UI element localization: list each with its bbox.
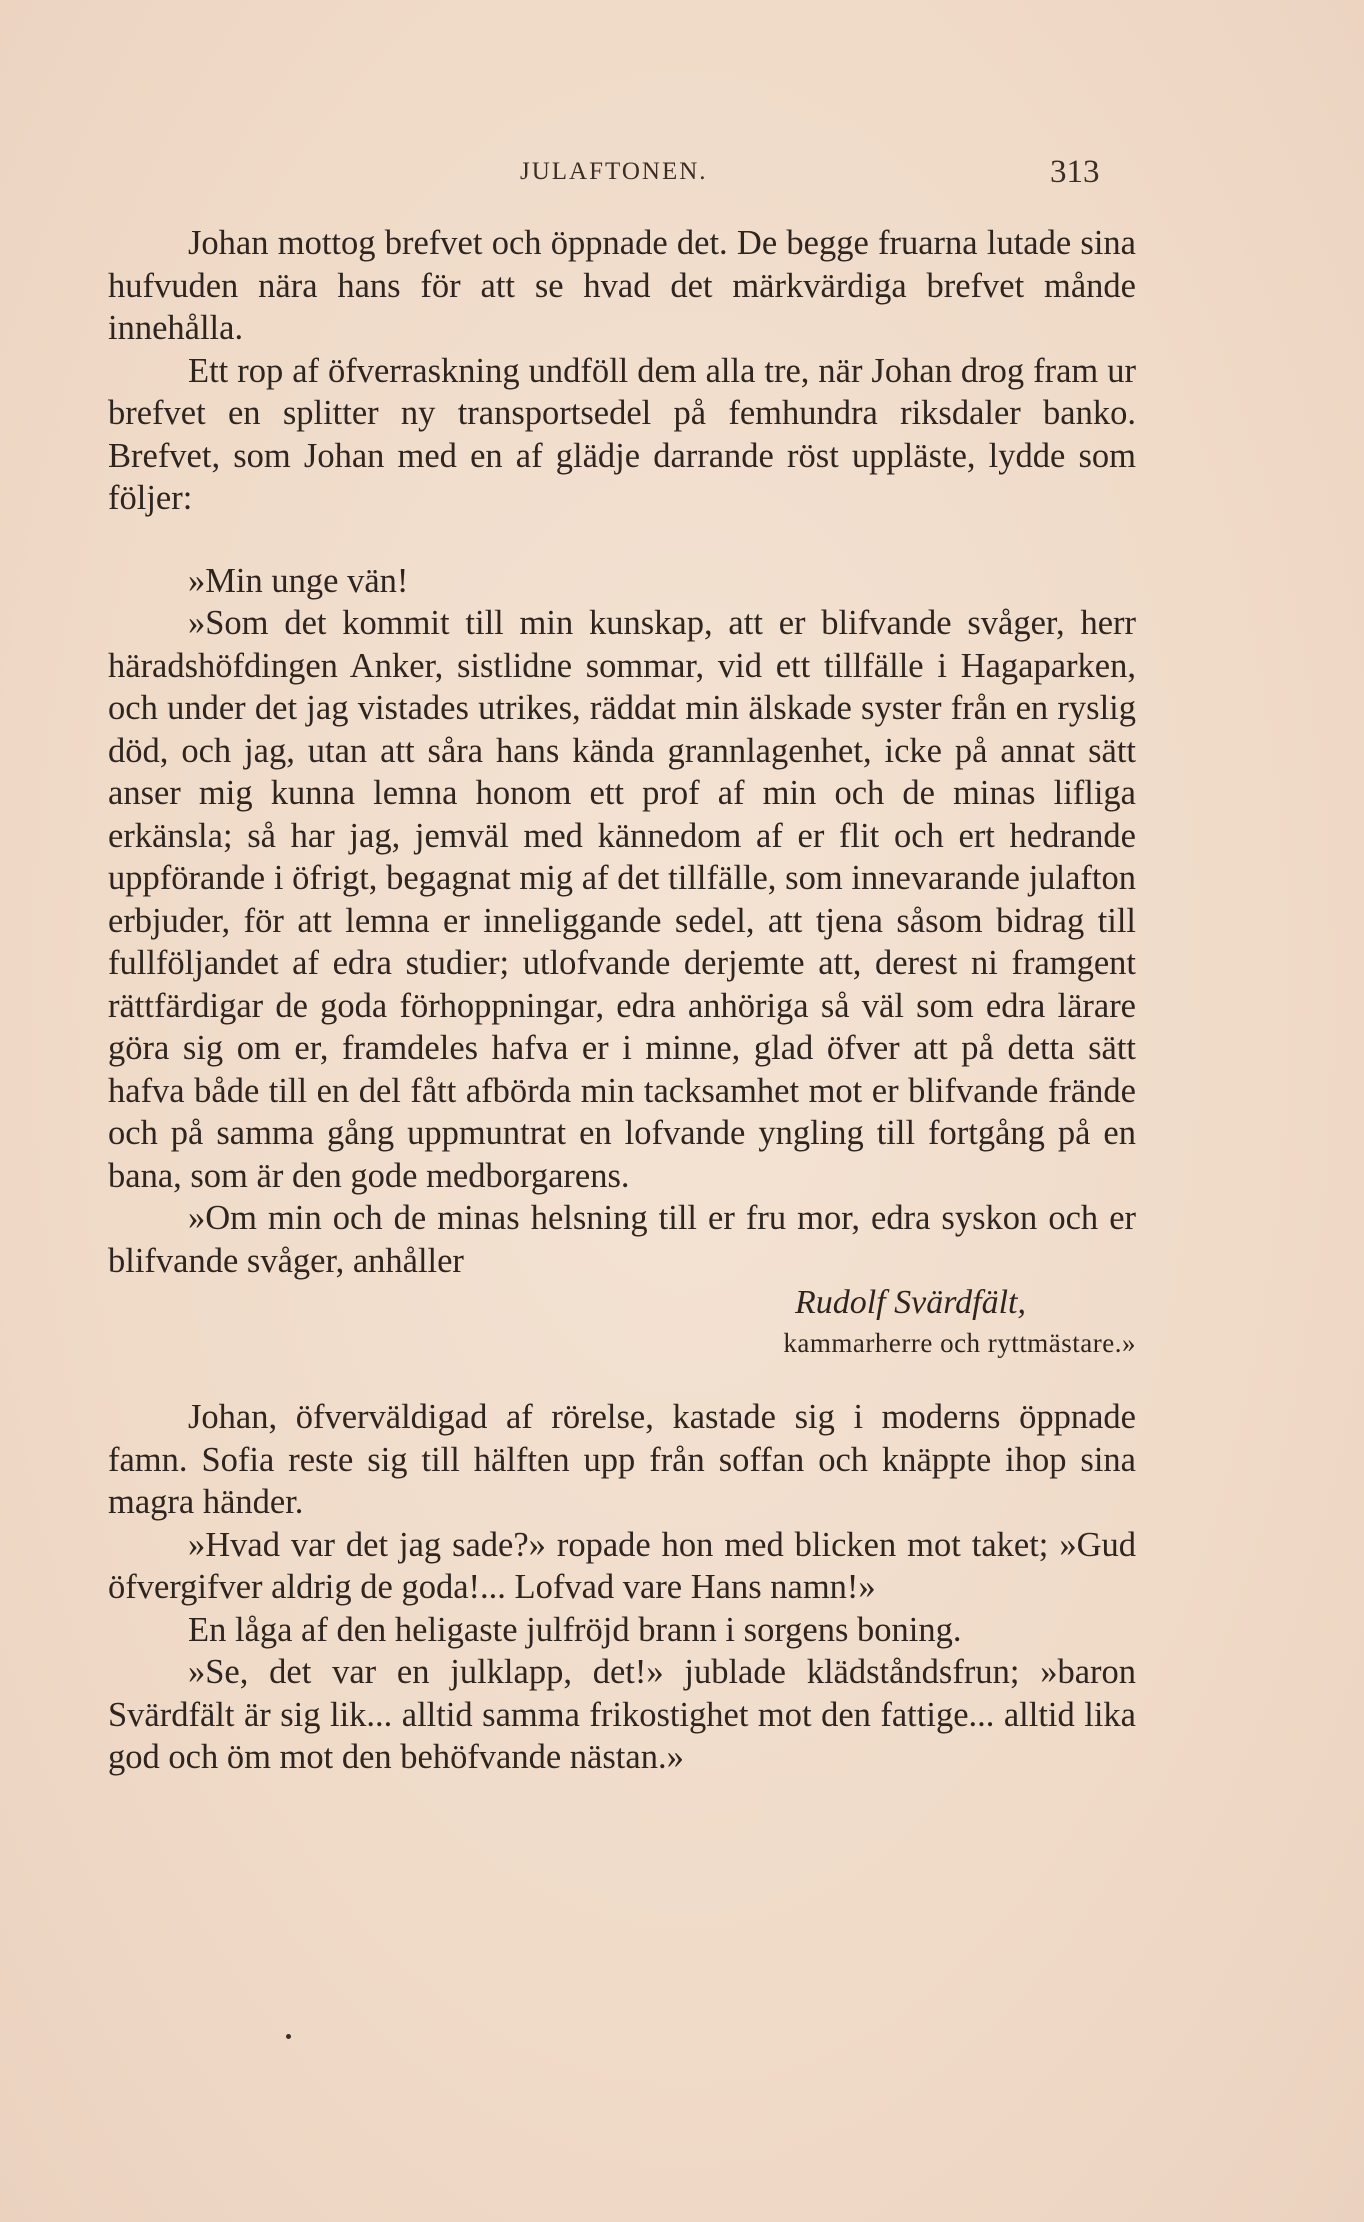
paragraph: Johan mottog brefvet och öppnade det. De begge fruarna lutade sina hufvuden nära hans för att se hvad det märkvärdiga brefvet månde innehålla. — [108, 224, 1136, 347]
paragraph: Johan, öfverväldigad af rörelse, kastade sig i moderns öppnade famn. Sofia reste sig till hälften upp från soffan och knäppte ihop sina magra händer. — [108, 1398, 1136, 1521]
paragraph: En låga af den heligaste julfröjd brann i sorgens boning. — [188, 1610, 962, 1649]
ink-speck — [286, 2034, 291, 2039]
paragraph: Ett rop af öfverraskning undföll dem alla tre, när Johan drog fram ur brefvet en splitter ny transportsedel på femhundra riksdaler banko. Brefvet, som Johan med en af glädje darrande röst uppläste, lydde som följer: — [108, 351, 1136, 517]
signature-name: Rudolf Svärdfält, — [794, 1284, 1026, 1321]
signature-title: kammarherre och ryttmästare.» — [783, 1328, 1136, 1358]
page-header — [0, 154, 1364, 198]
body-text — [108, 222, 1136, 1779]
letter-paragraph: »Om min och de minas helsning till er fru mor, edra syskon och er blifvande svåger, anhåller — [108, 1199, 1136, 1280]
paragraph: »Se, det var en julklapp, det!» jublade klädståndsfrun; »baron Svärdfält är sig lik... alltid samma frikostighet mot den fattige... alltid lika god och öm mot den behöfvande nästan.» — [108, 1653, 1136, 1776]
running-head: JULAFTONEN. — [520, 158, 708, 185]
page-number: 313 — [1050, 154, 1100, 190]
paragraph: »Hvad var det jag sade?» ropade hon med blicken mot taket; »Gud öfvergifver aldrig de goda!... Lofvad vare Hans namn!» — [108, 1525, 1136, 1606]
letter-salutation: »Min unge vän! — [188, 561, 409, 600]
letter-paragraph: »Som det kommit till min kunskap, att er blifvande svåger, herr häradshöfdingen Anker, sistlidne sommar, vid ett tillfälle i Hagaparken, och under det jag vistades utrikes, räddat min älskade syster från en ryslig död, och jag, utan att såra hans kända grannlagenhet, icke på annat sätt anser mig kunna lemna honom ett prof af min och de minas lifliga erkänsla; så har jag, jemväl med kännedom af er flit och ert hedrande uppförande i öfrigt, begagnat mig af det tillfälle, som innevarande julafton erbjuder, för att lemna er inneliggande sedel, att tjena såsom bidrag till fullföljandet af edra studier; utlofvande derjemte att, derest ni framgent rättfärdigar de goda förhoppningar, edra anhöriga så väl som edra lärare göra sig om er, framdeles hafva er i minne, glad öfver att på detta sätt hafva både till en del fått afbörda min tacksamhet mot er blifvande frände och på samma gång uppmuntrat en lofvande yngling till fortgång på en bana, som är den gode medborgarens. — [108, 604, 1136, 1195]
